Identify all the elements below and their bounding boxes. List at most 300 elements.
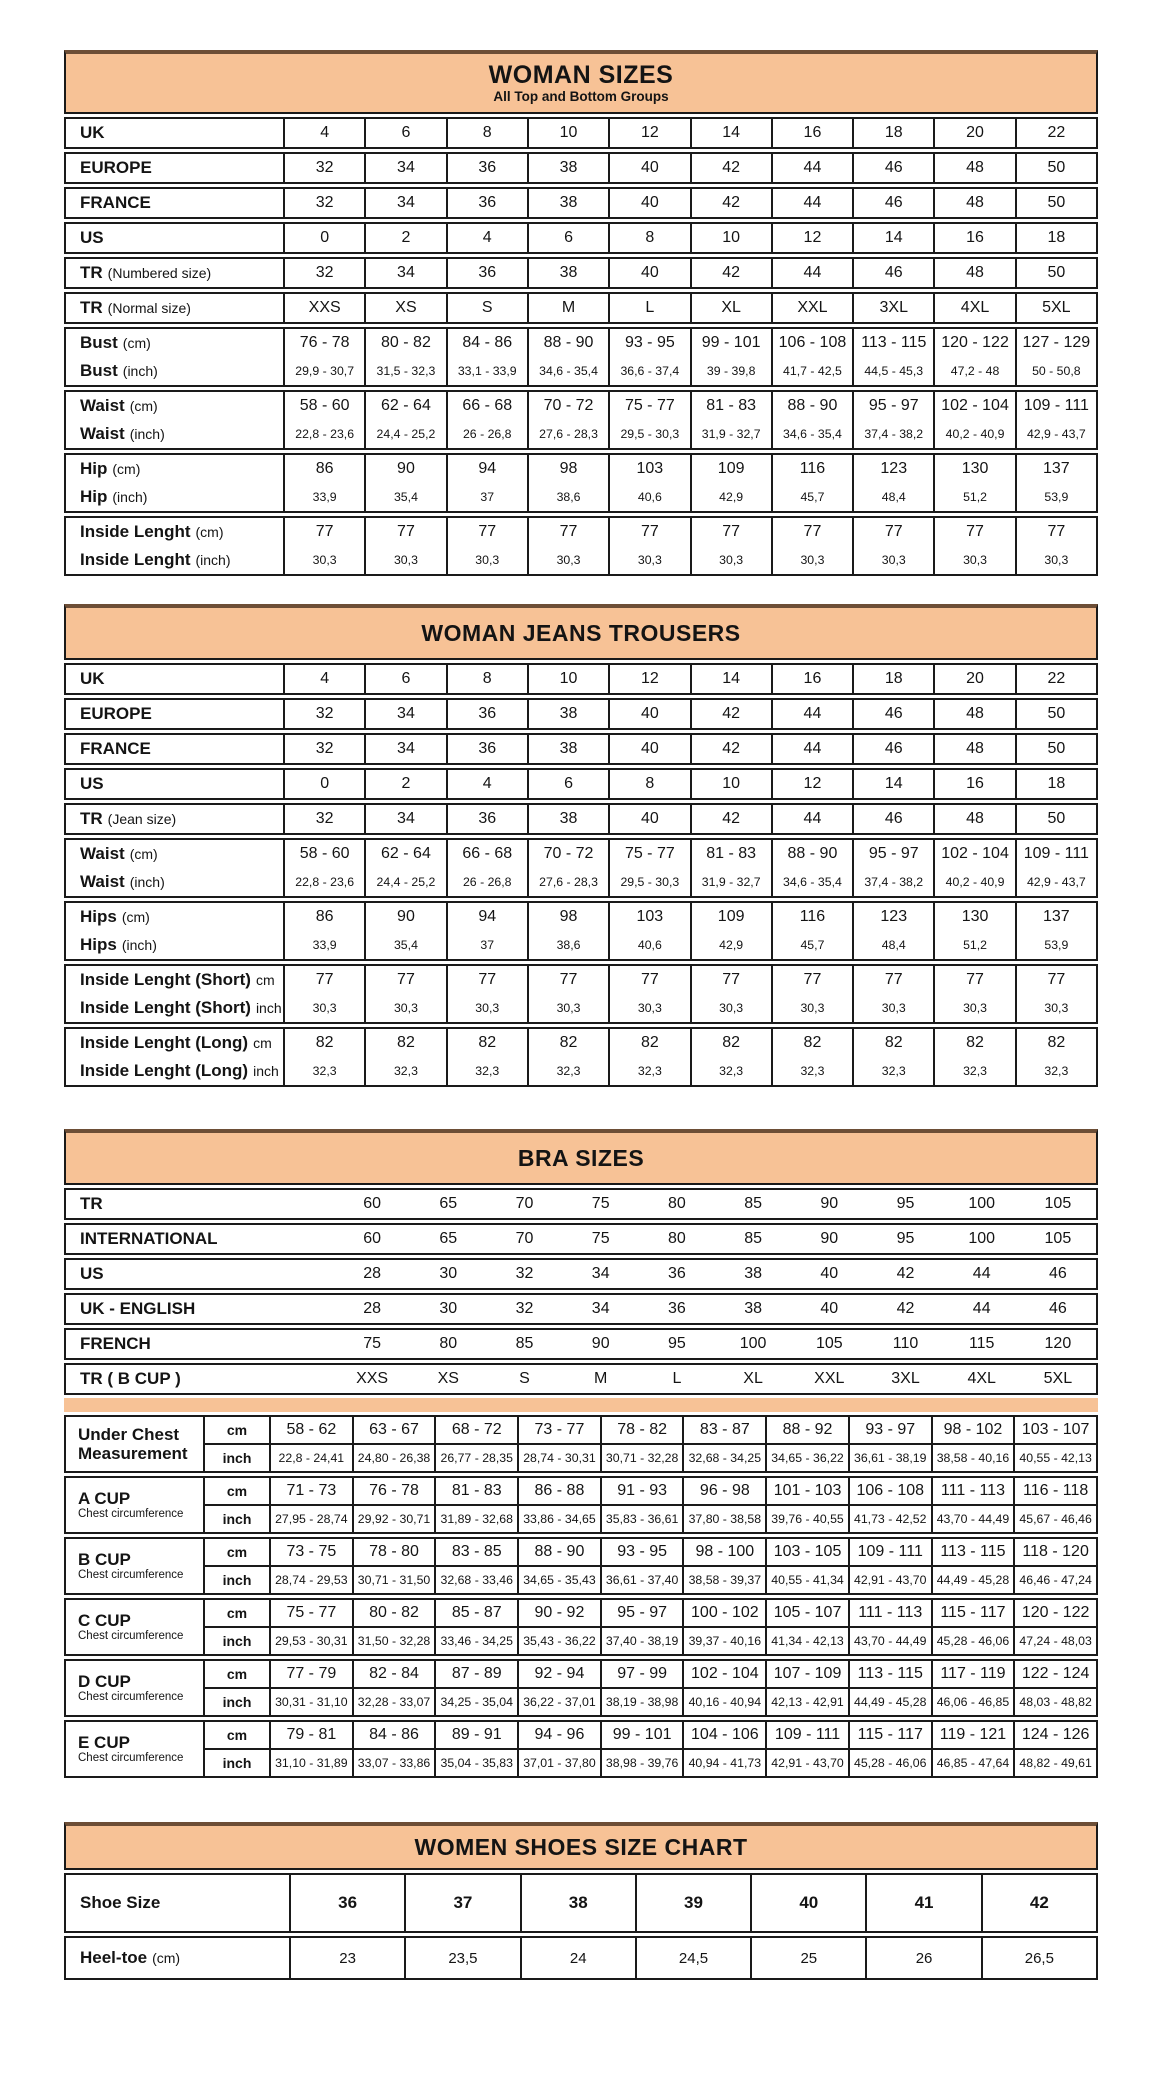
value-cell: 68 - 72 xyxy=(434,1417,517,1445)
bra-size-row xyxy=(64,1258,1098,1290)
value-cell: 82 - 84 xyxy=(352,1661,435,1689)
value-cell: 40,94 - 41,73 xyxy=(682,1750,765,1776)
value-cell: 32 xyxy=(283,154,364,182)
value-cell: 46 xyxy=(852,805,933,833)
value-cell: 90 xyxy=(364,455,445,483)
value-cell: 45,7 xyxy=(771,483,852,511)
row-label-unit: cm xyxy=(253,1035,272,1051)
value-cell: 50 xyxy=(1015,154,1096,182)
value-cell: 58 - 60 xyxy=(283,840,364,868)
value-cell: 77 xyxy=(446,966,527,994)
row-label-text: TR xyxy=(80,1194,103,1213)
value-cell: 38 xyxy=(527,154,608,182)
value-cell: 88 - 90 xyxy=(771,392,852,420)
value-cell: 95 xyxy=(896,1195,915,1212)
value-cell: 44,5 - 45,3 xyxy=(852,357,933,385)
value-cell: 30,3 xyxy=(446,994,527,1022)
value-cell: 103 - 107 xyxy=(1013,1417,1096,1445)
value-cell: 77 xyxy=(283,518,364,546)
cup-title: E CUP xyxy=(78,1733,130,1752)
row-label-unit: (inch) xyxy=(122,363,158,379)
row-label-text: Inside Lenght (Long) xyxy=(80,1033,249,1052)
value-cell: 14 xyxy=(690,119,771,147)
size-row-group xyxy=(64,327,1098,387)
value-cell: 41 xyxy=(865,1875,980,1931)
value-cell: 8 xyxy=(608,770,689,798)
cup-subtitle: Chest circumference xyxy=(78,1508,184,1520)
size-row-group xyxy=(64,964,1098,1024)
size-row-group xyxy=(64,453,1098,513)
value-cell: 24,4 - 25,2 xyxy=(364,868,445,896)
bra-size-row xyxy=(64,1293,1098,1325)
value-cell: 110 xyxy=(892,1335,919,1352)
value-cell: 82 xyxy=(852,1029,933,1057)
value-cell: 40,6 xyxy=(608,483,689,511)
value-cell: 38,6 xyxy=(527,483,608,511)
value-cell: 98 - 100 xyxy=(682,1539,765,1567)
value-cell: 12 xyxy=(771,224,852,252)
value-cell: 77 xyxy=(446,518,527,546)
value-cell: 113 - 115 xyxy=(852,329,933,357)
row-label xyxy=(66,483,283,511)
value-cell: 32,3 xyxy=(364,1057,445,1085)
cup-title: B CUP xyxy=(78,1550,131,1569)
value-cell: 36 xyxy=(446,189,527,217)
value-cell: 82 xyxy=(1015,1029,1096,1057)
value-cell: 10 xyxy=(527,119,608,147)
value-cell: 32,3 xyxy=(771,1057,852,1085)
row-label-unit: cm xyxy=(255,972,275,988)
value-cell: 31,50 - 32,28 xyxy=(352,1628,435,1654)
row-label xyxy=(66,329,283,357)
unit-inch-cell: inch xyxy=(203,1628,269,1654)
value-cell: 75 - 77 xyxy=(608,840,689,868)
value-cell: 90 xyxy=(364,903,445,931)
value-cell: 102 - 104 xyxy=(682,1661,765,1689)
value-cell: 102 - 104 xyxy=(933,840,1014,868)
value-cell: 107 - 109 xyxy=(765,1661,848,1689)
value-cell: 40 xyxy=(608,805,689,833)
value-cell: 20 xyxy=(933,119,1014,147)
value-cell: 77 xyxy=(771,966,852,994)
value-cell: 50 xyxy=(1015,259,1096,287)
value-cell: 77 xyxy=(364,518,445,546)
value-cell: 86 - 88 xyxy=(517,1478,600,1506)
value-cell: 30,3 xyxy=(852,546,933,574)
row-label-unit: (Numbered size) xyxy=(107,265,212,281)
value-cell: 43,70 - 44,49 xyxy=(931,1506,1014,1532)
value-cell: 46 xyxy=(1048,1265,1067,1282)
bra-sizes-header xyxy=(64,1129,1098,1185)
value-cell: 30 xyxy=(439,1265,458,1282)
value-cell: 29,9 - 30,7 xyxy=(283,357,364,385)
value-cell: 38 xyxy=(527,700,608,728)
value-cell: 39 xyxy=(635,1875,750,1931)
value-cell: 36 xyxy=(446,735,527,763)
value-cell: 95 xyxy=(667,1335,686,1352)
unit-inch-cell: inch xyxy=(203,1689,269,1715)
value-cell: 109 xyxy=(690,903,771,931)
value-cell: 82 xyxy=(608,1029,689,1057)
value-cell: 32,3 xyxy=(283,1057,364,1085)
value-cell: 2 xyxy=(364,770,445,798)
value-cell: 25 xyxy=(750,1938,865,1978)
row-label-text: US xyxy=(80,1264,104,1283)
row-label-unit: (inch) xyxy=(121,937,157,953)
value-cell: 24,80 - 26,38 xyxy=(352,1445,435,1471)
size-row-group xyxy=(64,390,1098,450)
value-cell: 42 xyxy=(981,1875,1096,1931)
value-cell: 76 - 78 xyxy=(283,329,364,357)
value-cell: 95 - 97 xyxy=(600,1600,683,1628)
value-cell: 29,53 - 30,31 xyxy=(269,1628,352,1654)
value-cell: 5XL xyxy=(1043,1370,1073,1387)
value-cell: 26 - 26,8 xyxy=(446,420,527,448)
cup-label xyxy=(66,1661,203,1715)
value-cell: 39,37 - 40,16 xyxy=(682,1628,765,1654)
value-cell: 77 xyxy=(1015,518,1096,546)
women-shoes-table xyxy=(64,1822,1098,1980)
row-label-text: Bust xyxy=(80,333,118,352)
value-cell: 77 - 79 xyxy=(269,1661,352,1689)
row-label-unit: (cm) xyxy=(195,524,224,540)
value-cell: 20 xyxy=(933,665,1014,693)
value-cell: 82 xyxy=(527,1029,608,1057)
value-cell: 83 - 85 xyxy=(434,1539,517,1567)
value-cell: 113 - 115 xyxy=(848,1661,931,1689)
row-label-text: FRANCE xyxy=(80,739,151,758)
value-cell: 116 xyxy=(771,455,852,483)
row-label-unit: inch xyxy=(253,1063,279,1079)
woman-sizes-header xyxy=(64,50,1098,114)
woman-jeans-title: WOMAN JEANS TROUSERS xyxy=(421,620,741,646)
value-cell: 71 - 73 xyxy=(269,1478,352,1506)
value-cell: 41,34 - 42,13 xyxy=(765,1628,848,1654)
value-cell: 37,4 - 38,2 xyxy=(852,420,933,448)
value-cell: 38 xyxy=(527,805,608,833)
value-cell: 23,5 xyxy=(404,1938,519,1978)
value-cell: 98 xyxy=(527,455,608,483)
value-cell: 37 xyxy=(404,1875,519,1931)
bra-size-row xyxy=(64,1328,1098,1360)
row-label xyxy=(66,357,283,385)
woman-sizes-rows xyxy=(64,117,1098,576)
bra-accent-band xyxy=(64,1398,1098,1412)
value-cell: 14 xyxy=(852,770,933,798)
value-cell: 6 xyxy=(364,665,445,693)
value-cell: 10 xyxy=(690,770,771,798)
value-cell: 4XL xyxy=(967,1370,996,1387)
row-label-text: FRENCH xyxy=(80,1334,151,1353)
value-cell: 123 xyxy=(852,455,933,483)
value-cell: 32,3 xyxy=(933,1057,1014,1085)
value-cell: 27,6 - 28,3 xyxy=(527,868,608,896)
value-cell: 77 xyxy=(527,966,608,994)
cup-row-group xyxy=(64,1415,1098,1473)
value-cell: 0 xyxy=(283,770,364,798)
value-cell: 34,6 - 35,4 xyxy=(771,420,852,448)
cup-title: C CUP xyxy=(78,1611,131,1630)
bra-size-row xyxy=(64,1188,1098,1220)
value-cell: 10 xyxy=(527,665,608,693)
value-cell: 118 - 120 xyxy=(1013,1539,1096,1567)
cup-title: Under Chest Measurement xyxy=(78,1425,188,1463)
value-cell: 40 xyxy=(750,1875,865,1931)
value-cell: 33,07 - 33,86 xyxy=(352,1750,435,1776)
value-cell: 6 xyxy=(527,224,608,252)
row-label-text: Waist xyxy=(80,872,125,891)
value-cell: 30,3 xyxy=(771,546,852,574)
value-cell: 40,55 - 42,13 xyxy=(1013,1445,1096,1471)
cup-row-group xyxy=(64,1598,1098,1656)
value-cell: 111 - 113 xyxy=(931,1478,1014,1506)
women-shoes-header xyxy=(64,1822,1098,1870)
value-cell: 34,6 - 35,4 xyxy=(527,357,608,385)
value-cell: 12 xyxy=(771,770,852,798)
value-cell: 32 xyxy=(283,700,364,728)
bra-size-row xyxy=(64,1363,1098,1395)
value-cell: 77 xyxy=(690,518,771,546)
value-cell: 78 - 80 xyxy=(352,1539,435,1567)
unit-cm-cell: cm xyxy=(203,1478,269,1506)
value-cell: 51,2 xyxy=(933,931,1014,959)
row-label-text: UK xyxy=(80,669,105,688)
value-cell: 88 - 90 xyxy=(771,840,852,868)
value-cell: 26 - 26,8 xyxy=(446,868,527,896)
value-cell: 0 xyxy=(283,224,364,252)
value-cell: 82 xyxy=(690,1029,771,1057)
value-cell: 77 xyxy=(364,966,445,994)
row-label xyxy=(66,1330,334,1358)
value-cell: 100 xyxy=(968,1230,996,1247)
row-label-text: TR xyxy=(80,809,103,828)
size-row xyxy=(64,1936,1098,1980)
value-cell: 51,2 xyxy=(933,483,1014,511)
value-cell: 62 - 64 xyxy=(364,392,445,420)
value-cell: 103 xyxy=(608,903,689,931)
bra-sizes-title: BRA SIZES xyxy=(517,1145,645,1171)
value-cell: XL xyxy=(743,1370,763,1387)
value-cell: 42,9 xyxy=(690,931,771,959)
value-cell: 44 xyxy=(771,259,852,287)
row-label-unit: inch xyxy=(255,1000,282,1016)
value-cell: 53,9 xyxy=(1015,931,1096,959)
value-cell: 42,13 - 42,91 xyxy=(765,1689,848,1715)
value-cell: 30,3 xyxy=(364,546,445,574)
value-cell: 32,3 xyxy=(852,1057,933,1085)
value-cell: 30,3 xyxy=(933,994,1014,1022)
value-cell: 50 xyxy=(1015,735,1096,763)
value-cell: 77 xyxy=(527,518,608,546)
value-cell: 33,1 - 33,9 xyxy=(446,357,527,385)
value-cell: 8 xyxy=(446,665,527,693)
value-cell: 30,3 xyxy=(852,994,933,1022)
value-cell: 46 xyxy=(1048,1300,1067,1317)
value-cell: 48,4 xyxy=(852,483,933,511)
row-label xyxy=(66,665,283,693)
row-label-text: Inside Lenght (Short) xyxy=(80,998,251,1017)
cup-subtitle: Chest circumference xyxy=(78,1569,184,1581)
row-label xyxy=(66,259,283,287)
value-cell: 31,9 - 32,7 xyxy=(690,868,771,896)
value-cell: 45,28 - 46,06 xyxy=(931,1628,1014,1654)
value-cell: 44,49 - 45,28 xyxy=(848,1689,931,1715)
row-label xyxy=(66,931,283,959)
value-cell: 109 xyxy=(690,455,771,483)
value-cell: 98 xyxy=(527,903,608,931)
value-cell: 75 - 77 xyxy=(269,1600,352,1628)
row-label-unit: (cm) xyxy=(122,335,151,351)
row-label xyxy=(66,1190,334,1218)
value-cell: 38 xyxy=(527,735,608,763)
value-cell: 82 xyxy=(933,1029,1014,1057)
value-cell: 106 - 108 xyxy=(771,329,852,357)
value-cell: 44 xyxy=(771,700,852,728)
value-cell: 58 - 62 xyxy=(269,1417,352,1445)
value-cell: 116 - 118 xyxy=(1013,1478,1096,1506)
value-cell: 100 xyxy=(739,1335,767,1352)
value-cell: 24 xyxy=(520,1938,635,1978)
value-cell: 46 xyxy=(852,259,933,287)
size-row xyxy=(64,1873,1098,1933)
value-cell: 30,3 xyxy=(771,994,852,1022)
unit-inch-cell: inch xyxy=(203,1567,269,1593)
value-cell: S xyxy=(446,294,527,322)
value-cell: 27,6 - 28,3 xyxy=(527,420,608,448)
value-cell: 34 xyxy=(364,805,445,833)
row-label-text: TR ( B CUP ) xyxy=(80,1369,181,1388)
value-cell: 28 xyxy=(363,1265,381,1282)
value-cell: 37,4 - 38,2 xyxy=(852,868,933,896)
value-cell: 48,03 - 48,82 xyxy=(1013,1689,1096,1715)
value-cell: 89 - 91 xyxy=(434,1722,517,1750)
value-cell: 104 - 106 xyxy=(682,1722,765,1750)
value-cell: 23 xyxy=(289,1938,404,1978)
value-cell: L xyxy=(608,294,689,322)
value-cell: 32,3 xyxy=(527,1057,608,1085)
value-cell: 40,6 xyxy=(608,931,689,959)
value-cell: 115 xyxy=(968,1335,995,1352)
value-cell: 26,5 xyxy=(981,1938,1096,1978)
size-row-group xyxy=(64,516,1098,576)
row-label xyxy=(66,700,283,728)
value-cell: 99 - 101 xyxy=(600,1722,683,1750)
row-label xyxy=(66,840,283,868)
cup-title: D CUP xyxy=(78,1672,131,1691)
value-cell: 41,73 - 42,52 xyxy=(848,1506,931,1532)
value-cell: 70 - 72 xyxy=(527,392,608,420)
value-cell: 109 - 111 xyxy=(848,1539,931,1567)
value-cell: 4 xyxy=(446,224,527,252)
value-cell: 22,8 - 23,6 xyxy=(283,868,364,896)
value-cell: 34 xyxy=(364,259,445,287)
value-cell: 84 - 86 xyxy=(352,1722,435,1750)
size-chart-page xyxy=(0,50,1164,2098)
value-cell: 102 - 104 xyxy=(933,392,1014,420)
value-cell: 70 xyxy=(515,1230,534,1247)
woman-jeans-rows xyxy=(64,663,1098,1087)
value-cell: 77 xyxy=(933,518,1014,546)
value-cell: 47,2 - 48 xyxy=(933,357,1014,385)
value-cell: 50 xyxy=(1015,189,1096,217)
value-cell: 40,2 - 40,9 xyxy=(933,420,1014,448)
value-cell: 58 - 60 xyxy=(283,392,364,420)
row-label-text: Hip xyxy=(80,459,108,478)
value-cell: 32,68 - 34,25 xyxy=(682,1445,765,1471)
value-cell: 40 xyxy=(608,154,689,182)
row-label xyxy=(66,1029,283,1057)
value-cell: 85 - 87 xyxy=(434,1600,517,1628)
value-cell: 137 xyxy=(1015,903,1096,931)
value-cell: 127 - 129 xyxy=(1015,329,1096,357)
value-cell: 36,6 - 37,4 xyxy=(608,357,689,385)
value-cell: 87 - 89 xyxy=(434,1661,517,1689)
value-cell: 44 xyxy=(771,735,852,763)
value-cell: 30,3 xyxy=(283,994,364,1022)
cup-label xyxy=(66,1722,203,1776)
cup-label xyxy=(66,1417,203,1471)
value-cell: 30,3 xyxy=(283,546,364,574)
value-cell: 32,28 - 33,07 xyxy=(352,1689,435,1715)
value-cell: 38 xyxy=(520,1875,635,1931)
cup-title: A CUP xyxy=(78,1489,131,1508)
value-cell: 66 - 68 xyxy=(446,392,527,420)
value-cell: 30,3 xyxy=(690,994,771,1022)
value-cell: 78 - 82 xyxy=(600,1417,683,1445)
value-cell: 32,68 - 33,46 xyxy=(434,1567,517,1593)
value-cell: 82 xyxy=(283,1029,364,1057)
value-cell: 22 xyxy=(1015,665,1096,693)
row-label-text: Waist xyxy=(80,424,125,443)
bra-sizes-table xyxy=(64,1129,1098,1778)
size-row-group xyxy=(64,901,1098,961)
value-cell: 115 - 117 xyxy=(931,1600,1014,1628)
value-cell: 94 xyxy=(446,903,527,931)
unit-cm-cell: cm xyxy=(203,1722,269,1750)
value-cell: 38,58 - 39,37 xyxy=(682,1567,765,1593)
value-cell: 42 xyxy=(690,189,771,217)
value-cell: 105 xyxy=(1044,1195,1072,1212)
value-cell: 18 xyxy=(1015,770,1096,798)
value-cell: 30,71 - 31,50 xyxy=(352,1567,435,1593)
value-cell: 70 xyxy=(515,1195,534,1212)
value-cell: 30,3 xyxy=(364,994,445,1022)
value-cell: 86 xyxy=(283,455,364,483)
value-cell: 5XL xyxy=(1015,294,1096,322)
cup-label xyxy=(66,1600,203,1654)
value-cell: 111 - 113 xyxy=(848,1600,931,1628)
row-label-text: Shoe Size xyxy=(80,1893,161,1912)
row-label xyxy=(66,1875,289,1931)
row-label-text: Heel-toe xyxy=(80,1948,148,1967)
value-cell: 16 xyxy=(771,665,852,693)
bra-sizes-rows xyxy=(64,1188,1098,1778)
value-cell: 90 - 92 xyxy=(517,1600,600,1628)
value-cell: 22,8 - 24,41 xyxy=(269,1445,352,1471)
value-cell: 76 - 78 xyxy=(352,1478,435,1506)
women-shoes-rows xyxy=(64,1873,1098,1980)
value-cell: 31,10 - 31,89 xyxy=(269,1750,352,1776)
row-label-unit: (cm) xyxy=(112,461,141,477)
value-cell: 37,40 - 38,19 xyxy=(600,1628,683,1654)
value-cell: 42 xyxy=(690,735,771,763)
value-cell: 30,71 - 32,28 xyxy=(600,1445,683,1471)
value-cell: 137 xyxy=(1015,455,1096,483)
value-cell: 36 xyxy=(667,1265,686,1282)
value-cell: 38 xyxy=(744,1265,762,1282)
value-cell: 91 - 93 xyxy=(600,1478,683,1506)
value-cell: 24,5 xyxy=(635,1938,750,1978)
